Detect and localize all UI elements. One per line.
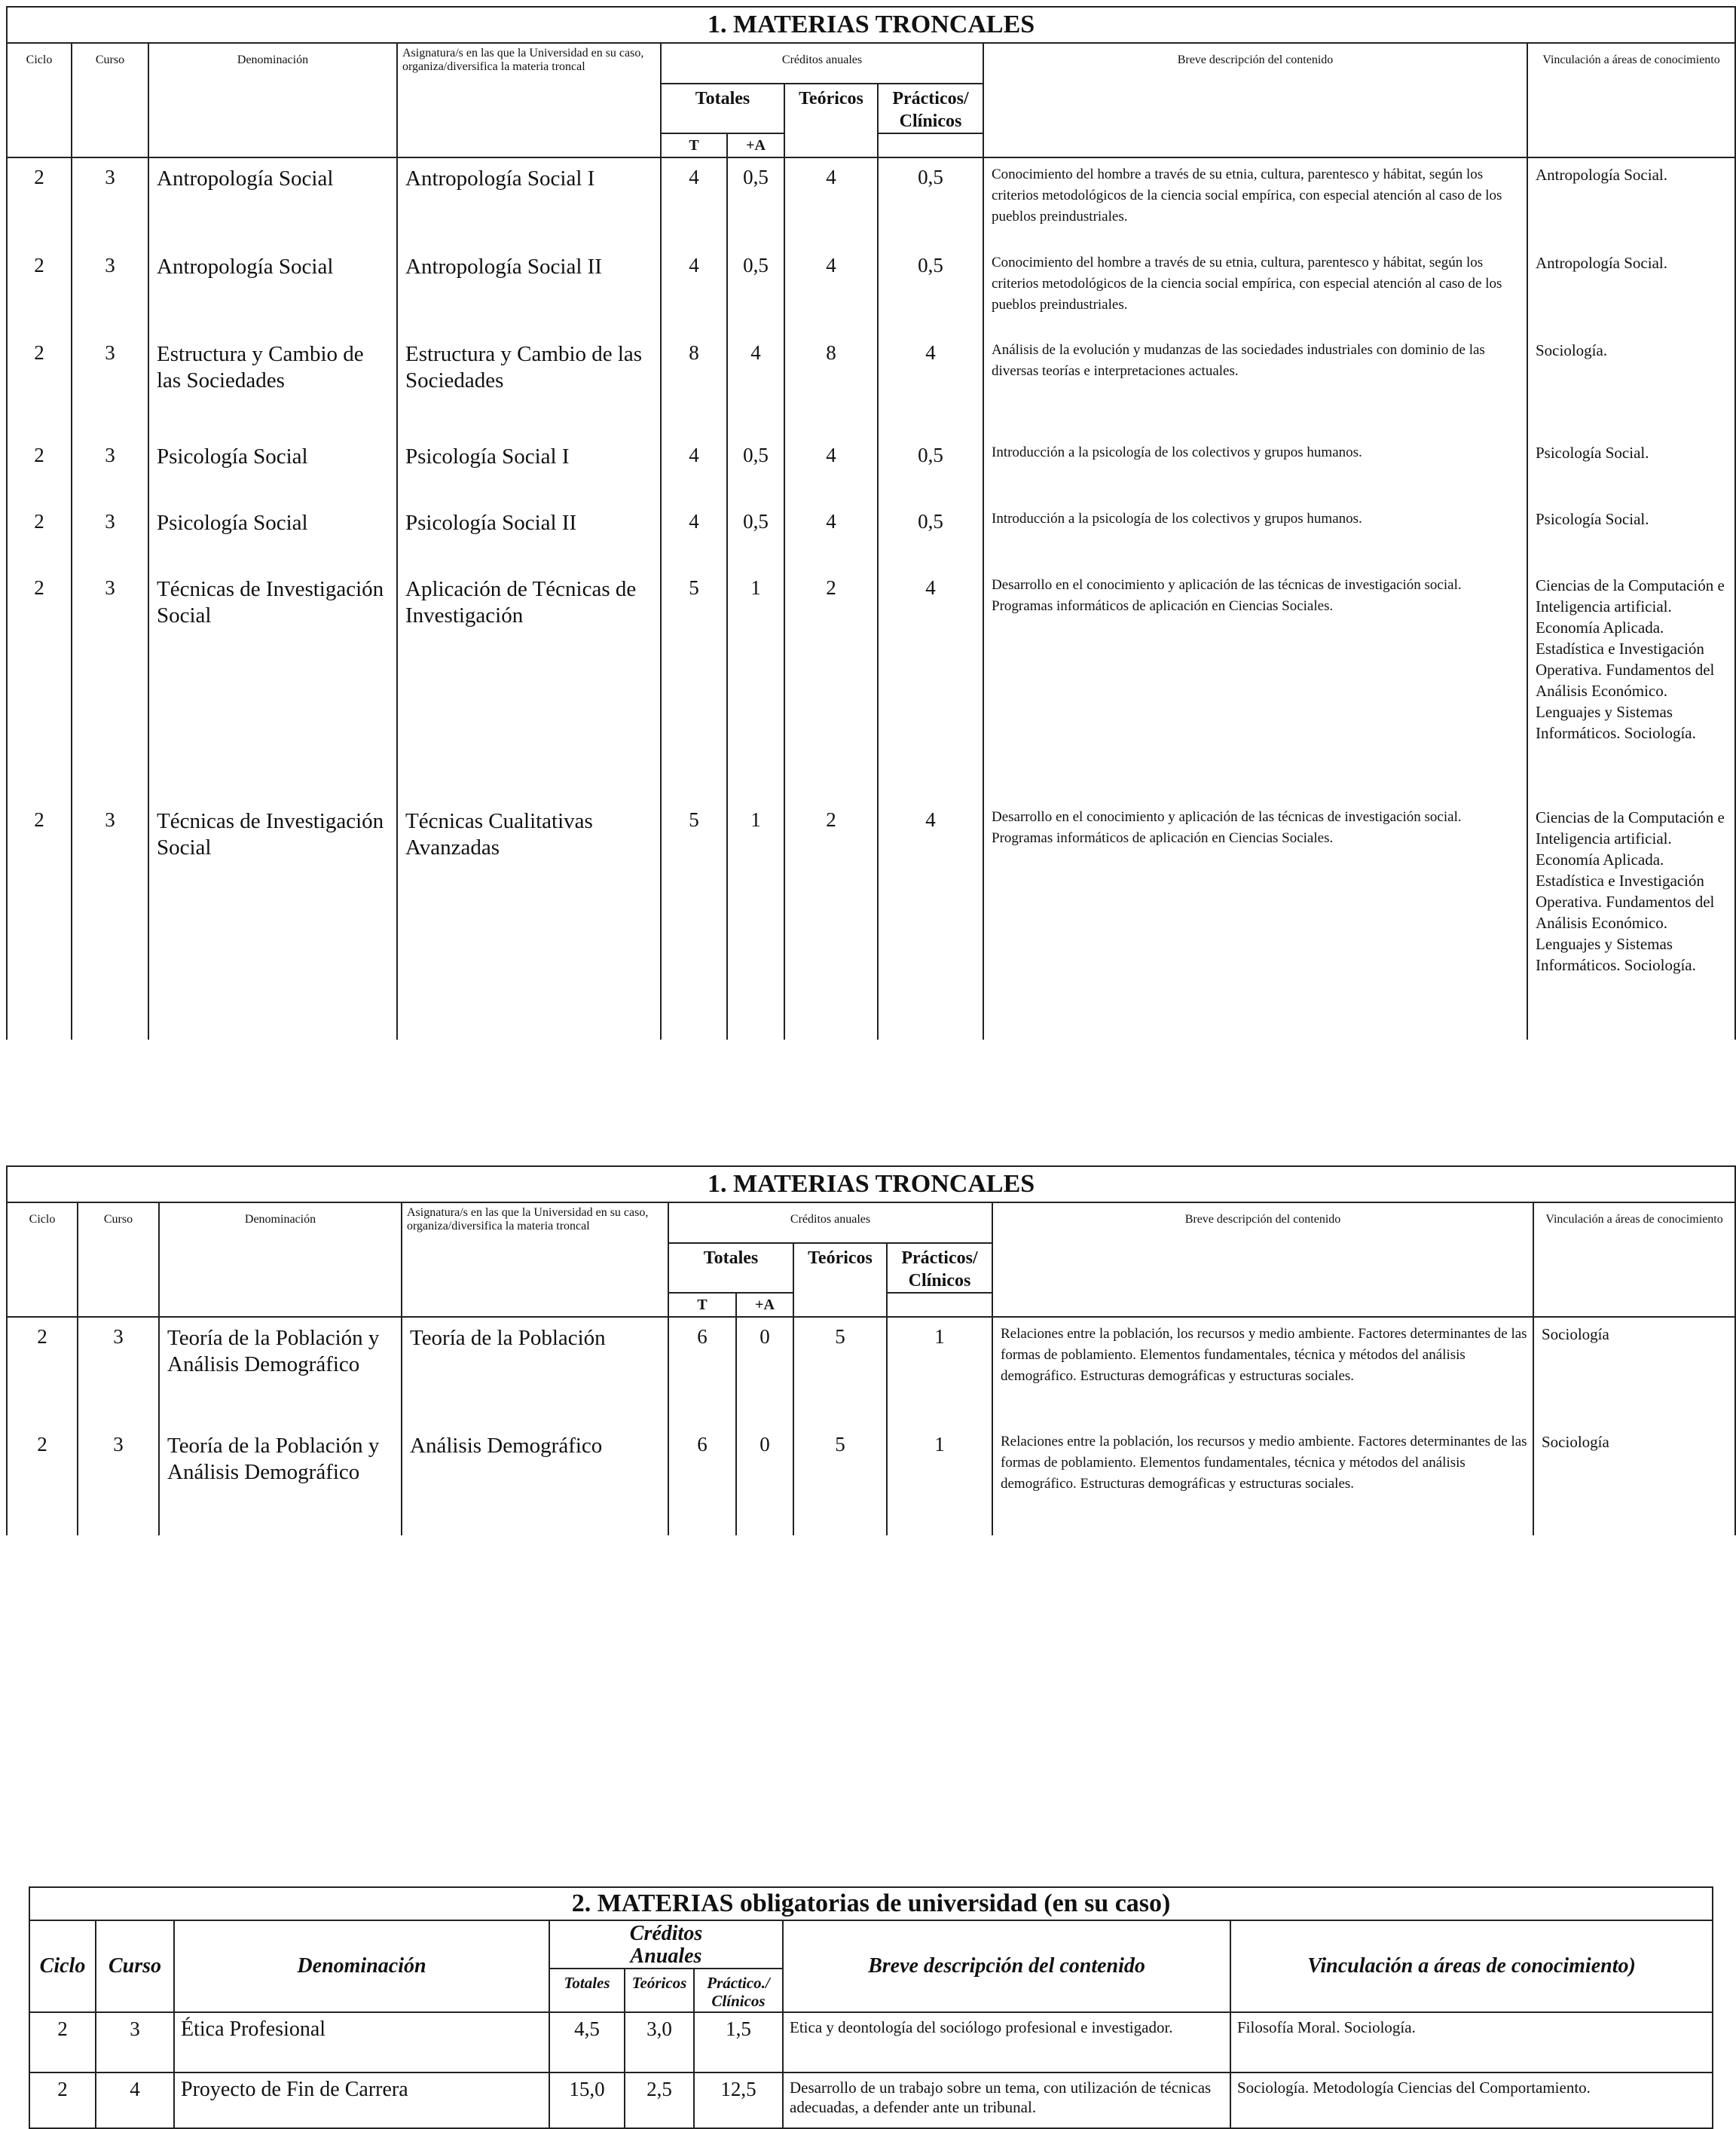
cell-vinculacion: Antropología Social.: [1527, 246, 1735, 334]
table-row: [29, 2072, 1713, 2128]
header-teoricos: Teóricos: [793, 1243, 887, 1317]
header-denominacion: Denominación: [174, 1920, 549, 2012]
header-descripcion: Breve descripción del contenido: [983, 43, 1527, 157]
table-row: [7, 569, 1735, 801]
header-creditos: Créditos anuales: [668, 1202, 992, 1243]
cell-descripcion: Relaciones entre la población, los recursos y medio ambiente. Factores determinantes de las formas de poblamiento. Elementos fundamentales, técnica y métodos del análisis demográfico. Estructuras demográficas y estructuras sociales.: [992, 1317, 1533, 1425]
header-vinculacion: Vinculación a áreas de conocimiento: [1527, 43, 1735, 157]
cell-teoricos: 4: [784, 502, 878, 569]
cell-totales-a: 0,5: [727, 502, 784, 569]
table-body: [7, 157, 1735, 1040]
cell-practicos: 0,5: [878, 246, 983, 334]
cell-descripcion: Desarrollo en el conocimiento y aplicación de las técnicas de investigación social. Programas informáticos de aplicación en Ciencias Sociales.: [983, 569, 1527, 801]
cell-ciclo: 2: [29, 2012, 96, 2072]
cell-vinculacion: Sociología.: [1527, 334, 1735, 436]
cell-practicos: 4: [878, 801, 983, 1040]
cell-ciclo: 2: [7, 246, 72, 334]
cell-denominacion: Técnicas de Investigación Social: [148, 801, 397, 1040]
cell-totales-t: 4: [661, 502, 727, 569]
table-row: [7, 157, 1735, 246]
cell-vinculacion: Filosofía Moral. Sociología.: [1230, 2012, 1713, 2072]
troncales-table-2: [6, 1165, 1736, 1535]
cell-practicos: 4: [878, 334, 983, 436]
cell-totales-a: 1: [727, 801, 784, 1040]
header-curso: Curso: [96, 1920, 174, 2012]
cell-curso: 3: [72, 334, 148, 436]
cell-teoricos: 5: [793, 1317, 887, 1425]
cell-curso: 3: [72, 502, 148, 569]
cell-totales-a: 0,5: [727, 436, 784, 502]
cell-vinculacion: Sociología: [1533, 1425, 1735, 1535]
cell-descripcion: Relaciones entre la población, los recursos y medio ambiente. Factores determinantes de las formas de poblamiento. Elementos fundamentales, técnica y métodos del análisis demográfico. Estructuras demográficas y estructuras sociales.: [992, 1425, 1533, 1535]
cell-curso: 3: [78, 1317, 159, 1425]
cell-teoricos: 4: [784, 246, 878, 334]
table-title: 1. MATERIAS TRONCALES: [7, 1166, 1735, 1202]
header-denominacion: Denominación: [148, 43, 397, 157]
cell-totales-t: 6: [668, 1425, 736, 1535]
header-asignatura: Asignatura/s en las que la Universidad en su caso, organiza/diversifica la materia troncal: [402, 1202, 668, 1317]
header-totales: Totales: [549, 1969, 625, 2012]
cell-denominacion: Antropología Social: [148, 157, 397, 246]
table-title: 2. MATERIAS obligatorias de universidad (en su caso): [29, 1887, 1713, 1920]
cell-ciclo: 2: [7, 436, 72, 502]
table-body: [7, 1317, 1735, 1535]
cell-totales-t: 4: [661, 436, 727, 502]
cell-descripcion: Introducción a la psicología de los colectivos y grupos humanos.: [983, 436, 1527, 502]
header-denominacion: Denominación: [159, 1202, 402, 1317]
header-ciclo: Ciclo: [7, 43, 72, 157]
cell-totales: 4,5: [549, 2012, 625, 2072]
cell-curso: 3: [96, 2012, 174, 2072]
header-totales: Totales: [661, 84, 784, 133]
cell-denominacion: Ética Profesional: [174, 2012, 549, 2072]
cell-teoricos: 8: [784, 334, 878, 436]
table-row: [7, 502, 1735, 569]
header-descripcion: Breve descripción del contenido: [783, 1920, 1230, 2012]
cell-descripcion: Conocimiento del hombre a través de su etnia, cultura, parentesco y hábitat, según los criterios metodológicos de la ciencia social empírica, con especial atención al caso de los pueblos preindustriales.: [983, 157, 1527, 246]
cell-curso: 3: [72, 157, 148, 246]
cell-asignatura: Técnicas Cualitativas Avanzadas: [397, 801, 661, 1040]
cell-curso: 3: [78, 1425, 159, 1535]
cell-practicos: 0,5: [878, 157, 983, 246]
header-practicos: Prácticos/ Clínicos: [878, 84, 983, 133]
cell-asignatura: Antropología Social I: [397, 157, 661, 246]
header-teoricos: Teóricos: [784, 84, 878, 157]
cell-asignatura: Antropología Social II: [397, 246, 661, 334]
cell-vinculacion: Sociología. Metodología Ciencias del Comportamiento.: [1230, 2072, 1713, 2128]
cell-totales: 15,0: [549, 2072, 625, 2128]
header-teoricos: Teóricos: [625, 1969, 694, 2012]
cell-denominacion: Antropología Social: [148, 246, 397, 334]
cell-descripcion: Análisis de la evolución y mudanzas de las sociedades industriales con dominio de las diversas teorías e interpretaciones actuales.: [983, 334, 1527, 436]
cell-totales-a: 0: [736, 1317, 793, 1425]
cell-ciclo: 2: [7, 502, 72, 569]
cell-practico: 12,5: [694, 2072, 783, 2128]
cell-teoricos: 4: [784, 436, 878, 502]
cell-asignatura: Psicología Social I: [397, 436, 661, 502]
cell-totales-t: 5: [661, 801, 727, 1040]
cell-teoricos: 2: [784, 801, 878, 1040]
cell-totales-a: 0,5: [727, 157, 784, 246]
cell-teoricos: 5: [793, 1425, 887, 1535]
cell-totales-t: 4: [661, 246, 727, 334]
cell-descripcion: Desarrollo de un trabajo sobre un tema, con utilización de técnicas adecuadas, a defender ante un tribunal.: [783, 2072, 1230, 2128]
cell-practicos: 0,5: [878, 436, 983, 502]
cell-denominacion: Proyecto de Fin de Carrera: [174, 2072, 549, 2128]
cell-totales-t: 8: [661, 334, 727, 436]
cell-totales-a: 1: [727, 569, 784, 801]
cell-asignatura: Aplicación de Técnicas de Investigación: [397, 569, 661, 801]
cell-descripcion: Etica y deontología del sociólogo profesional e investigador.: [783, 2012, 1230, 2072]
cell-ciclo: 2: [7, 334, 72, 436]
header-ciclo: Ciclo: [29, 1920, 96, 2012]
cell-totales-a: 0,5: [727, 246, 784, 334]
cell-totales-a: 4: [727, 334, 784, 436]
cell-vinculacion: Sociología: [1533, 1317, 1735, 1425]
cell-asignatura: Psicología Social II: [397, 502, 661, 569]
cell-teoricos: 3,0: [625, 2012, 694, 2072]
cell-teoricos: 2: [784, 569, 878, 801]
table-row: [7, 1317, 1735, 1425]
header-curso: Curso: [72, 43, 148, 157]
obligatorias-table: [29, 1886, 1713, 2129]
header-t: T: [661, 133, 727, 157]
cell-descripcion: Conocimiento del hombre a través de su etnia, cultura, parentesco y hábitat, según los criterios metodológicos de la ciencia social empírica, con especial atención al caso de los pueblos preindustriales.: [983, 246, 1527, 334]
cell-practicos: 1: [887, 1425, 992, 1535]
cell-denominacion: Psicología Social: [148, 436, 397, 502]
table-row: [7, 436, 1735, 502]
table-row: [7, 1425, 1735, 1535]
cell-curso: 3: [72, 246, 148, 334]
cell-curso: 4: [96, 2072, 174, 2128]
cell-practicos: 1: [887, 1317, 992, 1425]
header-ciclo: Ciclo: [7, 1202, 78, 1317]
header-creditos: Créditos anuales: [661, 43, 983, 84]
table-body: [29, 2012, 1713, 2128]
cell-vinculacion: Psicología Social.: [1527, 436, 1735, 502]
cell-ciclo: 2: [29, 2072, 96, 2128]
header-a: +A: [727, 133, 784, 157]
table-title: 1. MATERIAS TRONCALES: [7, 7, 1735, 43]
cell-denominacion: Técnicas de Investigación Social: [148, 569, 397, 801]
header-curso: Curso: [78, 1202, 159, 1317]
cell-practicos: 4: [878, 569, 983, 801]
header-practicos: Prácticos/ Clínicos: [887, 1243, 992, 1293]
table-row: [7, 246, 1735, 334]
header-descripcion: Breve descripción del contenido: [992, 1202, 1533, 1317]
cell-ciclo: 2: [7, 1425, 78, 1535]
header-totales: Totales: [668, 1243, 793, 1293]
table-row: [7, 801, 1735, 1040]
cell-totales-t: 4: [661, 157, 727, 246]
cell-totales-t: 5: [661, 569, 727, 801]
cell-totales-a: 0: [736, 1425, 793, 1535]
troncales-table-1: [6, 6, 1736, 1040]
cell-ciclo: 2: [7, 1317, 78, 1425]
cell-practicos: 0,5: [878, 502, 983, 569]
cell-asignatura: Estructura y Cambio de las Sociedades: [397, 334, 661, 436]
header-t: T: [668, 1293, 736, 1317]
cell-denominacion: Teoría de la Población y Análisis Demográfico: [159, 1425, 402, 1535]
cell-vinculacion: Antropología Social.: [1527, 157, 1735, 246]
cell-vinculacion: Psicología Social.: [1527, 502, 1735, 569]
cell-ciclo: 2: [7, 157, 72, 246]
cell-vinculacion: Ciencias de la Computación e Inteligencia artificial. Economía Aplicada. Estadística e Investigación Operativa. Fundamentos del Análisis Económico. Lenguajes y Sistemas Informáticos. Sociología.: [1527, 569, 1735, 801]
table-row: [29, 2012, 1713, 2072]
cell-denominacion: Psicología Social: [148, 502, 397, 569]
header-creditos: Créditos Anuales: [549, 1920, 783, 1969]
table-row: [7, 334, 1735, 436]
cell-teoricos: 4: [784, 157, 878, 246]
cell-ciclo: 2: [7, 801, 72, 1040]
header-a: +A: [736, 1293, 793, 1317]
cell-curso: 3: [72, 569, 148, 801]
header-vinculacion: Vinculación a áreas de conocimiento): [1230, 1920, 1713, 2012]
cell-asignatura: Análisis Demográfico: [402, 1425, 668, 1535]
cell-ciclo: 2: [7, 569, 72, 801]
cell-descripcion: Desarrollo en el conocimiento y aplicación de las técnicas de investigación social. Programas informáticos de aplicación en Ciencias Sociales.: [983, 801, 1527, 1040]
header-vinculacion: Vinculación a áreas de conocimiento: [1533, 1202, 1735, 1317]
cell-denominacion: Teoría de la Población y Análisis Demográfico: [159, 1317, 402, 1425]
cell-practico: 1,5: [694, 2012, 783, 2072]
header-practico: Práctico./ Clínicos: [694, 1969, 783, 2012]
cell-descripcion: Introducción a la psicología de los colectivos y grupos humanos.: [983, 502, 1527, 569]
cell-vinculacion: Ciencias de la Computación e Inteligencia artificial. Economía Aplicada. Estadística e Investigación Operativa. Fundamentos del Análisis Económico. Lenguajes y Sistemas Informáticos. Sociología.: [1527, 801, 1735, 1040]
cell-curso: 3: [72, 436, 148, 502]
cell-totales-t: 6: [668, 1317, 736, 1425]
cell-teoricos: 2,5: [625, 2072, 694, 2128]
header-asignatura: Asignatura/s en las que la Universidad en su caso, organiza/diversifica la materia troncal: [397, 43, 661, 157]
cell-denominacion: Estructura y Cambio de las Sociedades: [148, 334, 397, 436]
cell-asignatura: Teoría de la Población: [402, 1317, 668, 1425]
cell-curso: 3: [72, 801, 148, 1040]
